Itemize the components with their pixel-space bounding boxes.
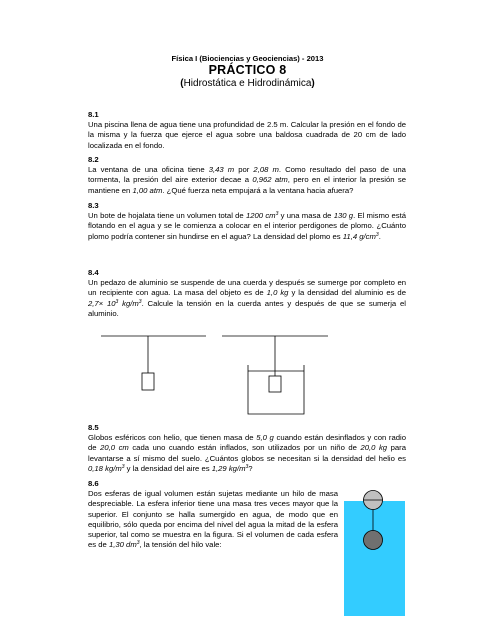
problem-text: Dos esferas de igual volumen están sujetas mediante un hilo de masa despreciable. La esfera inferior tiene una masa tres veces mayor que la superior. El conjunto se halla sumergido en agua, de modo que en equilibrio, sólo queda por encima del nivel del agua la mitad de la esfera superior, tal como se muestra en la figura. Si el volumen de cada esfera es de 1,30 $dm^3$, la tensión del hilo vale: [88,489,338,550]
water-tank [344,501,405,616]
problem-text: La ventana de una oficina tiene 3,43 m por 2,08 m. Como resultado del paso de una tormenta, la presión del aire exterior decae a 0,962 atm, pero en el interior la presión se mantiene en 1,00 atm. ¿Qué fuerza neta empujará a la ventana hacia afuera? [88,165,406,195]
practice-title: PRÁCTICO 8 [208,63,287,77]
problem-text: Una piscina llena de agua tiene una profundidad de 2.5 m. Calcular la presión en el fondo de la misma y la fuerza que ejerce el agua sobre una baldosa cuadrada de 20 cm de lado localizada en el fondo. [88,120,406,150]
problem-number: 8.6 [88,479,99,488]
problem-number: 8.1 [88,110,99,119]
problem-text: Globos esféricos con helio, que tienen masa de 5,0 g cuando están desinflados y con radio de 20,0 cm cada uno cuando están inflados, son utilizados por un niño de 20,0 kg para levantarse a sí mismo del suelo. ¿Cuántos globos se necesitan si la densidad del helio es 0,18 $kg/m^3$ y la densidad del aire es 1,29 $kg/m^3$? [88,433,406,473]
problem-number: 8.2 [88,155,99,164]
course-title: Física I (Biociencias y Geociencias) - 2013 [171,54,324,63]
problem-number: 8.5 [88,423,99,432]
problem-text: Un bote de hojalata tiene un volumen total de 1200 $cm^3$ y una masa de 130 g. El mismo está flotando en el agua y se le comienza a colocar en el interior perdigones de plomo. ¿Cuánto plomo podría contener sin hundirse en el agua? La densidad del plomo es 11,4 $g/cm^3$. [88,211,406,241]
problem-text: Un pedazo de aluminio se suspende de una cuerda y después se sumerge por completo en un recipiente con agua. La masa del objeto es de 1,0 kg y la densidad del aluminio es de $2,7\times 10^3$ $kg/m^3$. Calcule la tensión en la cuerda antes y después de que se sumerja el aluminio. [88,278,406,318]
problem-number: 8.4 [88,268,99,277]
practice-subtitle: (Hidrostática e Hidrodinámica) [180,78,315,89]
problem-number: 8.3 [88,201,99,210]
lower-sphere [364,531,383,550]
